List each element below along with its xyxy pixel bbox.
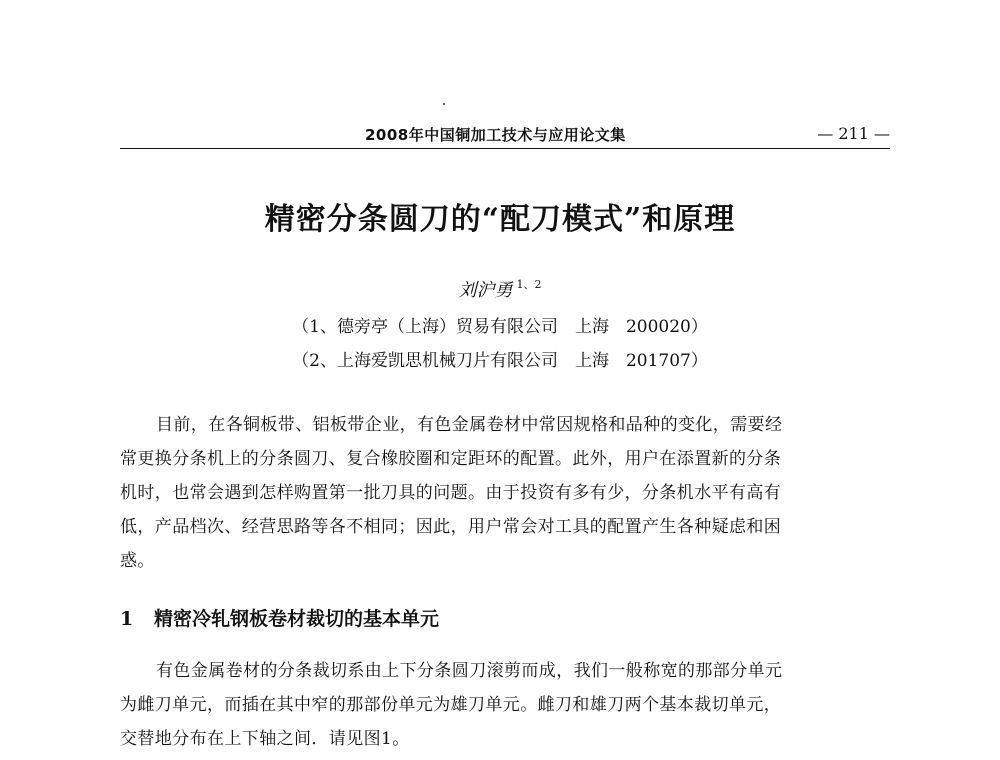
section-title: 精密冷轧钢板卷材裁切的基本单元 [154,608,440,630]
paragraph-line: 交替地分布在上下轴之间．请见图1。 [120,729,410,749]
intro-paragraph [120,408,890,578]
paragraph-line: 低，产品档次、经营思路等各不相同；因此，用户常会对工具的配置产生各种疑虑和困 [120,517,782,537]
paragraph-line: 机时，也常会遇到怎样购置第一批刀具的问题。由于投资有多有少，分条机水平有高有 [120,483,782,503]
paragraph-line: 常更换分条机上的分条圆刀、复合橡胶圈和定距环的配置。此外，用户在添置新的分条 [120,449,782,469]
section-heading [120,604,439,631]
running-header [120,124,890,146]
paragraph-line: 有色金属卷材的分条裁切系由上下分条圆刀滚剪而成，我们一般称宽的那部分单元 [156,661,783,681]
author-line [0,276,1000,302]
paragraph-line: 为雌刀单元，而插在其中窄的那部份单元为雄刀单元。雌刀和雄刀两个基本裁切单元， [120,695,782,715]
affiliation-1: （1、德旁亭（上海）贸易有限公司 上海 200020） [292,317,708,337]
paper-title: 精密分条圆刀的“配刀模式”和原理 [264,202,736,237]
section-1-paragraph [120,654,890,756]
page-number: — 211 — [817,124,890,143]
paragraph-line: 目前，在各铜板带、铝板带企业，有色金属卷材中常因规格和品种的变化，需要经 [156,415,783,435]
paragraph-line: 惑。 [120,551,155,571]
author-name: 刘沪勇 [458,280,513,301]
section-number: 1 [120,608,134,630]
journal-title: 2008年中国铜加工技术与应用论文集 [365,126,626,144]
header-rule [120,148,890,149]
scan-speck [443,103,445,105]
author-affiliation-marks: 1、2 [516,278,542,291]
affiliation-2: （2、上海爱凯思机械刀片有限公司 上海 201707） [292,351,708,371]
